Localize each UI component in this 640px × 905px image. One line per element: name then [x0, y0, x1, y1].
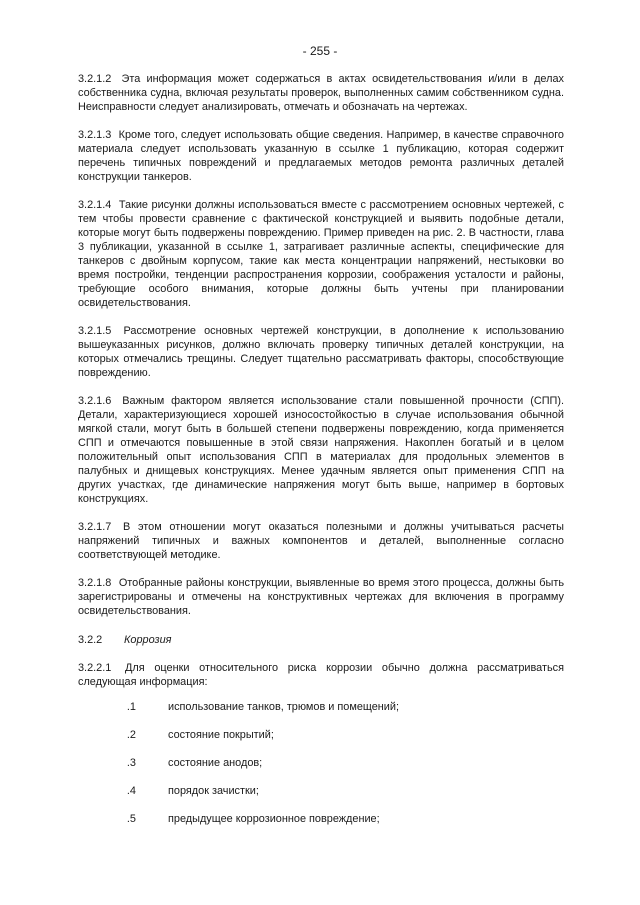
- list-item-text: порядок зачистки;: [168, 784, 259, 797]
- paragraph-3-2-1-3: [78, 129, 564, 185]
- paragraph-3-2-1-8: [78, 577, 564, 619]
- paragraph-number: 3.2.1.2: [78, 73, 112, 85]
- paragraph-text: Рассмотрение основных чертежей конструкции, в дополнение к использованию вышеуказанных рисунков, должно включать проверку типичных деталей конструкции, на которых отмечались трещины. Следует тщательно рассматривать факторы, способствующие повреждению.: [78, 325, 564, 379]
- paragraph-3-2-1-2: [78, 73, 564, 115]
- paragraph-number: 3.2.1.6: [78, 395, 112, 408]
- list-item-number: .2: [126, 728, 136, 741]
- list-item: [78, 728, 564, 756]
- paragraph-text: Для оценки относительного риска коррозии обычно должна рассматриваться следующая информация:: [78, 661, 565, 688]
- paragraph-text: Отобранные районы конструкции, выявленные во время этого процесса, должны быть зарегистрированы и отмечены на конструктивных чертежах для включения в программу освидетельствования.: [78, 577, 564, 617]
- list-item-number: .1: [126, 700, 136, 713]
- paragraph-3-2-2-1: [78, 662, 564, 690]
- section-heading-corrosion: [78, 633, 564, 647]
- list-item-number: .4: [126, 784, 136, 797]
- list-item: [78, 812, 564, 840]
- paragraph-number: 3.2.1.7: [78, 520, 112, 533]
- list-item: [78, 756, 564, 784]
- page-number: - 255 -: [302, 44, 338, 58]
- page-content: [78, 73, 564, 840]
- section-title: Коррозия: [124, 634, 172, 647]
- paragraph-number: 3.2.1.3: [78, 129, 112, 142]
- paragraph-text: Такие рисунки должны использоваться вместе с рассмотрением основных чертежей, с тем чтобы провести сравнение с фактической конструкцией и выявить подобные детали, которые могут быть подвержены повреждению. Пример приведен на рис. 2. В частности, глава 3 публикации, указанной в ссылке 1, затрагивает различные аспекты, специфические для танкеров с двойным корпусом, такие как места концентрации напряжений, нестыковки во время постройки, тенденции распространения коррозии, соображения усталости и районы, требующие особого внимания, которые должны быть учтены при планировании освидетельствования.: [78, 199, 564, 309]
- paragraph-3-2-1-4: [78, 199, 564, 310]
- list-item-text: состояние покрытий;: [168, 728, 274, 741]
- paragraph-number: 3.2.2.1: [78, 661, 112, 674]
- list-item: [78, 700, 564, 728]
- list-item-text: использование танков, трюмов и помещений;: [168, 700, 399, 713]
- paragraph-text: Эта информация может содержаться в актах освидетельствования и/или в делах собственника судна, включая результаты проверок, выполненных самим собственником судна. Неисправности следует анализировать, отмечать и обозначать на чертежах.: [78, 73, 564, 113]
- paragraph-text: Кроме того, следует использовать общие сведения. Например, в качестве справочного материала следует использовать указанную в ссылке 1 публикацию, которая содержит перечень типичных повреждений и предлагаемых методов ремонта различных деталей конструкции танкеров.: [78, 129, 564, 183]
- list-item-text: состояние анодов;: [168, 756, 263, 769]
- paragraph-3-2-1-5: [78, 325, 564, 381]
- section-number: 3.2.2: [78, 634, 103, 647]
- list-item-number: .3: [126, 756, 136, 769]
- list-item-text: предыдущее коррозионное повреждение;: [168, 812, 380, 825]
- list-item-number: .5: [126, 812, 136, 825]
- paragraph-3-2-1-7: [78, 521, 564, 563]
- paragraph-3-2-1-6: [78, 395, 564, 506]
- paragraph-number: 3.2.1.5: [78, 325, 112, 338]
- paragraph-text: В этом отношении могут оказаться полезными и должны учитываться расчеты напряжений типичных и важных компонентов и деталей, выполненные согласно соответствующей методике.: [78, 520, 564, 561]
- corrosion-info-list: [78, 700, 564, 840]
- paragraph-number: 3.2.1.4: [78, 199, 112, 212]
- paragraph-text: Важным фактором является использование стали повышенной прочности (СПП). Детали, характеризующиеся хорошей износостойкостью в случае использования обычной мягкой стали, могут быть в большей степени подвержены повреждению, когда применяется СПП и отмечаются повышенные в этой связи напряжения. Накоплен богатый и в целом положительный опыт использования СПП в материалах для продольных элементов в палубных и днищевых конструкциях. Менее удачным является опыт применения СПП на других участках, где динамические напряжения могут быть выше, например в бортовых конструкциях.: [78, 395, 564, 505]
- list-item: [78, 784, 564, 812]
- paragraph-number: 3.2.1.8: [78, 577, 112, 590]
